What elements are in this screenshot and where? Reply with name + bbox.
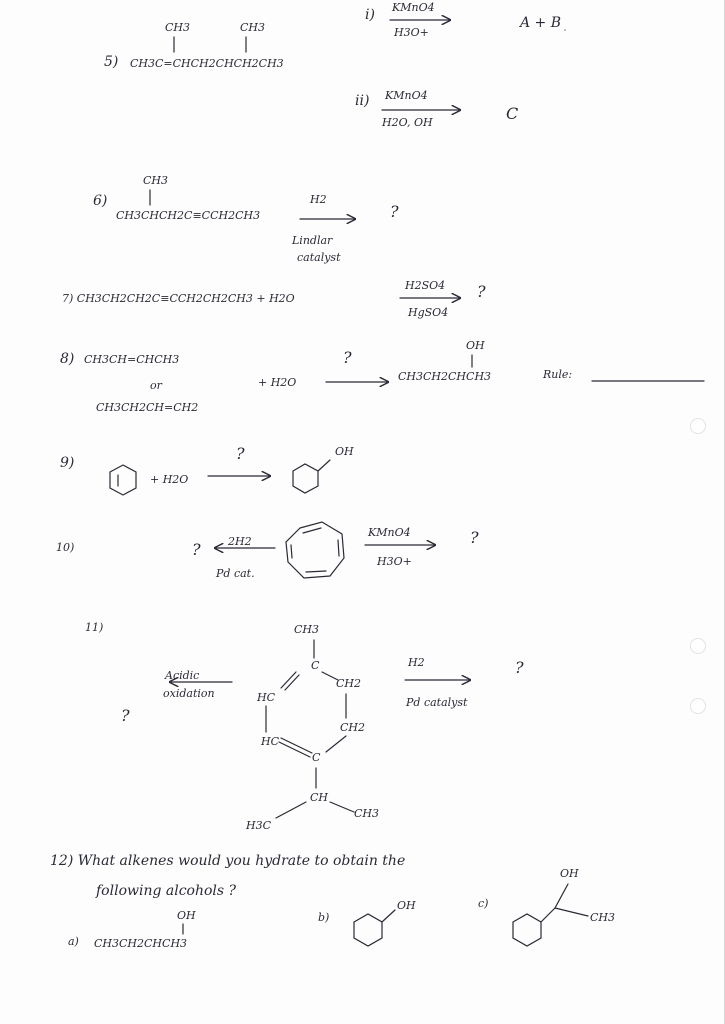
p5-reagent-ii-bottom: H2O, OH <box>382 116 433 129</box>
p11-left-question: ? <box>121 706 130 725</box>
p11-ring-hc-b: HC <box>261 735 280 748</box>
p5-methyl-1: CH3 <box>165 21 191 34</box>
p11-methyl-top: CH3 <box>294 623 320 636</box>
p11-right-question: ? <box>515 658 524 677</box>
p11-right-reagent-bottom: Pd catalyst <box>406 696 468 709</box>
p9-number: 9) <box>60 455 75 471</box>
p10-right-question: ? <box>470 528 479 547</box>
p12-c-cyclohexyl-ethanol-ring <box>513 884 588 946</box>
p6-product-question: ? <box>390 202 399 221</box>
p10-left-question: ? <box>192 540 201 559</box>
p10-right-reagent-top: KMnO4 <box>368 526 411 539</box>
p10-cyclooctatetraene-ring <box>286 522 344 578</box>
p5-methyl-2: CH3 <box>240 21 266 34</box>
p5-reagent-ii-top: KMnO4 <box>385 89 428 102</box>
p6-reagent-bottom-2: catalyst <box>297 251 341 264</box>
p9-water: + H2O <box>150 473 189 486</box>
p12-a-label: a) <box>68 935 79 948</box>
p9-cyclohexanol-ring <box>293 460 330 493</box>
p7-reagent-bottom: HgSO4 <box>408 306 449 319</box>
p11-h3c: H3C <box>246 819 272 832</box>
p11-ring-ch2-a: CH2 <box>336 677 362 690</box>
p8-water: + H2O <box>258 376 297 389</box>
p10-left-reagent-bottom: Pd cat. <box>216 567 255 580</box>
p8-product: CH3CH2CHCH3 <box>398 370 492 383</box>
p8-alkene-2: CH3CH2CH=CH2 <box>96 401 199 414</box>
p5-product-c: C <box>506 104 519 123</box>
p11-bond-ch-h3c <box>276 802 306 818</box>
binder-hole <box>690 638 706 654</box>
p5-products-ab: A + B <box>520 15 562 31</box>
p9-arrow-question: ? <box>236 444 245 463</box>
p10-left-reagent-top: 2H2 <box>228 535 252 548</box>
p12-c-hydroxyl: OH <box>560 867 579 880</box>
p8-number: 8) <box>60 351 75 367</box>
p12-b-hydroxyl: OH <box>397 899 416 912</box>
p11-left-reagent-bottom: oxidation <box>163 687 215 700</box>
p7-reagent-top: H2SO4 <box>405 279 446 292</box>
p10-number: 10) <box>56 541 75 554</box>
p11-ch: CH <box>310 791 329 804</box>
p12-a-formula: CH3CH2CHCH3 <box>94 937 188 950</box>
p6-number: 6) <box>93 193 108 209</box>
p5-reagent-i-top: KMnO4 <box>392 1 435 14</box>
p12-c-methyl: CH3 <box>590 911 616 924</box>
p7-equation: 7) CH3CH2CH2C≡CCH2CH2CH3 + H2O <box>62 292 295 305</box>
p5-reagent-i-bottom: H3O+ <box>394 26 429 39</box>
p11-left-reagent-top: Acidic <box>165 669 200 682</box>
p5-structure: CH3C=CHCH2CHCH2CH3 <box>130 57 284 70</box>
binder-hole <box>690 698 706 714</box>
p12-question-line-1: 12) What alkenes would you hydrate to obtain the <box>50 853 406 869</box>
p12-b-cyclohexanol-ring <box>354 910 395 946</box>
p12-c-label: c) <box>478 897 489 910</box>
p11-ring-hc-a: HC <box>257 691 276 704</box>
p12-question-line-2: following alcohols ? <box>96 883 237 899</box>
p9-hydroxyl: OH <box>335 445 354 458</box>
p11-ring-ch2-b: CH2 <box>340 721 366 734</box>
p11-ring-c-top: C <box>311 659 320 672</box>
p6-reagent-bottom-1: Lindlar <box>292 234 333 247</box>
p11-ring-c-bottom: C <box>312 751 321 764</box>
p8-hydroxyl: OH <box>466 339 485 352</box>
p7-product-question: ? <box>477 282 486 301</box>
p6-structure: CH3CHCH2C≡CCH2CH3 <box>116 209 261 222</box>
p6-reagent-top: H2 <box>310 193 327 206</box>
p11-right-reagent-top: H2 <box>408 656 425 669</box>
p12-a-hydroxyl: OH <box>177 909 196 922</box>
p8-arrow-question: ? <box>343 348 352 367</box>
p6-methyl: CH3 <box>143 174 169 187</box>
p8-rule-label: Rule: <box>543 368 573 381</box>
p5-label-ii: ii) <box>355 93 370 109</box>
p12-b-label: b) <box>318 911 330 924</box>
p11-number: 11) <box>85 621 104 634</box>
p11-bond-c-ch2 <box>322 672 338 680</box>
p11-bond-ch-ch3 <box>330 802 354 812</box>
p5-label-i: i) <box>365 7 375 23</box>
p11-ch3-right: CH3 <box>354 807 380 820</box>
p9-cyclohexene-ring <box>110 465 136 495</box>
p10-right-reagent-bottom: H3O+ <box>377 555 412 568</box>
binder-hole <box>690 418 706 434</box>
p8-alkene-1: CH3CH=CHCH3 <box>84 353 180 366</box>
p5-number: 5) <box>104 54 119 70</box>
p8-or: or <box>150 379 162 392</box>
p11-bond-ch2-c <box>326 736 346 752</box>
